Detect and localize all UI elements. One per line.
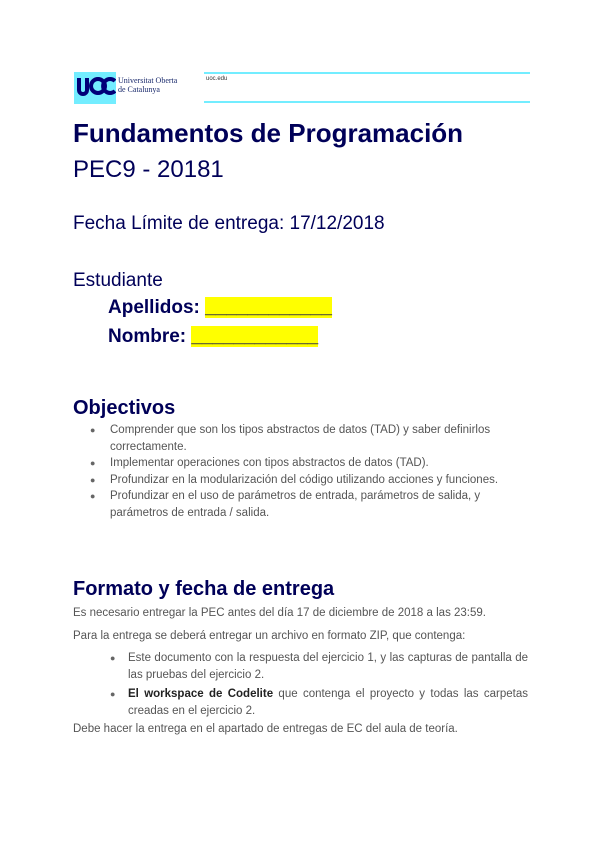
surname-field[interactable]	[108, 297, 332, 319]
name-label: Nombre:	[108, 326, 187, 347]
header-divider	[204, 101, 530, 103]
bullet-icon: ●	[110, 689, 116, 699]
student-heading: Estudiante	[73, 270, 163, 291]
objectives-heading: Objectivos	[73, 397, 176, 419]
bullet-icon: ●	[110, 653, 116, 663]
document-title: Fundamentos de Programación	[73, 118, 464, 148]
document-header	[74, 72, 530, 106]
surname-label: Apellidos:	[108, 297, 200, 318]
list-item: ● El workspace de Codelite que contenga el proyecto y todas las carpetas creadas en el ejercicio 2.	[110, 688, 528, 717]
format-paragraph: Para la entrega se deberá entregar un archivo en formato ZIP, que contenga:	[73, 630, 466, 642]
list-item: ● Este documento con la respuesta del ejercicio 1, y las capturas de pantalla de las pruebas del ejercicio 2.	[110, 652, 528, 681]
university-name: Universitat Oberta de Catalunya	[118, 76, 178, 94]
bullet-icon: ●	[90, 425, 96, 435]
format-paragraph: Es necesario entregar la PEC antes del día 17 de diciembre de 2018 a las 23:59.	[73, 607, 486, 619]
uoc-logo-icon	[74, 72, 116, 104]
header-divider	[204, 72, 530, 74]
header-code: uoc.edu	[206, 76, 228, 82]
workspace-emphasis: El workspace de Codelite	[128, 688, 274, 700]
surname-blank[interactable]: ____________	[205, 297, 332, 318]
bullet-icon: ●	[90, 474, 96, 485]
list-item: ● Profundizar en la modularización del código utilizando acciones y funciones.	[90, 472, 530, 489]
format-paragraph: Debe hacer la entrega en el apartado de entregas de EC del aula de teoría.	[73, 723, 458, 735]
list-item: ● Profundizar en el uso de parámetros de entrada, parámetros de salida, y parámetros de entrada / salida.	[90, 490, 481, 519]
document-subtitle: PEC9 - 20181	[73, 156, 224, 183]
bullet-icon: ●	[90, 458, 96, 468]
list-item: ● Comprender que son los tipos abstractos de datos (TAD) y saber definirlos correctamente.	[90, 424, 491, 453]
format-heading: Formato y fecha de entrega	[73, 578, 335, 600]
bullet-icon: ●	[90, 491, 96, 501]
name-field[interactable]	[108, 326, 318, 348]
name-blank[interactable]: ____________	[191, 326, 319, 347]
list-item: ● Implementar operaciones con tipos abstractos de datos (TAD).	[90, 455, 530, 472]
deadline-text: Fecha Límite de entrega: 17/12/2018	[73, 213, 385, 234]
objectives-list	[90, 422, 530, 521]
